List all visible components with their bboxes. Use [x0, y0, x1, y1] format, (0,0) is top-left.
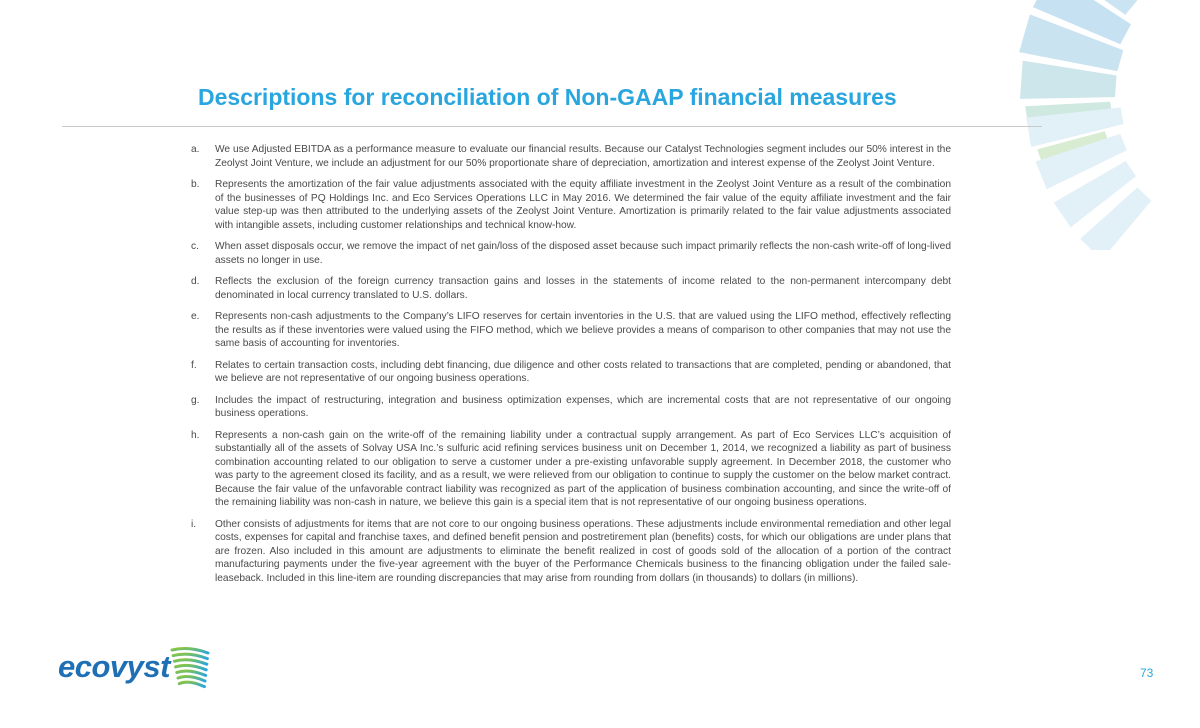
ecovyst-logo — [58, 645, 218, 695]
logo-mark-icon — [166, 645, 212, 691]
note-text: Reflects the exclusion of the foreign currency transaction gains and losses in the statements of income related to the non-permanent intercompany debt denominated in local currency translated to U.S. dollars. — [215, 276, 951, 301]
note-text: Includes the impact of restructuring, integration and business optimization expenses, which are incremental costs that are not representative of our ongoing business operations. — [215, 394, 951, 419]
logo-stripe — [177, 671, 206, 675]
note-item — [191, 518, 951, 586]
note-item — [191, 143, 951, 170]
note-item — [191, 240, 951, 267]
note-text: When asset disposals occur, we remove the impact of net gain/loss of the disposed asset because such impact primarily reflects the non-cash write-off of long-lived assets no longer in use. — [215, 241, 951, 266]
title-divider — [62, 126, 1042, 127]
note-text: Represents the amortization of the fair value adjustments associated with the equity affiliate investment in the Zeolyst Joint Venture as a result of the combination of the businesses of PQ Holdings Inc. and Eco Services Operations LLC in May 2016. We determined the fair value of the equity affiliate investment and the fair value step-up was then attributed to the underlying assets of the Zeolyst Joint Venture. Amortization is primarily related to the fair value adjustments associated with intangible assets, including customer relationships and technical know-how. — [215, 179, 951, 231]
logo-stripe — [176, 665, 207, 669]
logo-wordmark: ecovyst — [58, 649, 170, 684]
note-letter: a. — [191, 144, 200, 155]
logo-stripe — [179, 682, 204, 686]
logo-stripe — [173, 654, 207, 658]
logo-stripe — [172, 649, 208, 653]
note-letter: b. — [191, 179, 200, 190]
note-text: Relates to certain transaction costs, including debt financing, due diligence and other costs related to transactions that are completed, pending or abandoned, that we believe are not representative of our ongoing business operations. — [215, 359, 951, 384]
note-letter: h. — [191, 429, 200, 441]
note-text: Represents non-cash adjustments to the Company’s LIFO reserves for certain inventories in the U.S. that are valued using the LIFO method, effectively reflecting the results as if these inventories were valued using the FIFO method, which we believe provides a means of comparison to other companies that may not use the same basis of accounting for inventories. — [215, 311, 951, 349]
note-item — [191, 394, 951, 421]
note-letter: c. — [191, 241, 199, 252]
note-text: Other consists of adjustments for items that are not core to our ongoing business operations. These adjustments include environmental remediation and other legal costs, expenses for capital and franchise taxes, and defined benefit pension and postretirement plan (benefits) costs, for which our obligations are under plans that are frozen. Also included in this amount are adjustments to eliminate the benefit realized in cost of goods sold of the allocation of a portion of the contract manufacturing payments under the five-year agreement with the buyer of the Performance Chemicals business to the financing obligation under the failed sale-leaseback. Included in this line-item are rounding discrepancies that may arise from rounding from dollars (in thousands) to dollars (in millions). — [215, 518, 951, 584]
note-item — [191, 178, 951, 232]
note-item — [191, 429, 951, 510]
note-letter: f. — [191, 359, 197, 371]
logo-stripe — [178, 677, 205, 681]
note-item — [191, 359, 951, 386]
notes-list — [191, 143, 951, 593]
note-letter: i. — [191, 518, 197, 530]
logo-stripe — [174, 660, 206, 664]
note-text: Represents a non-cash gain on the write-off of the remaining liability under a contractual supply arrangement. As part of Eco Services LLC’s acquisition of substantially all of the assets of Solvay USA Inc.’s sulfuric acid refining services business unit on December 1, 2014, we recognized a liability as part of business combination accounting related to our obligation to serve a customer under a pre-existing unfavorable supply agreement. In December 2018, the customer who was party to the agreement closed its facility, and as a result, we were relieved from our obligation to continue to supply the customer on the below market contract. Because the fair value of the unfavorable contract liability was recognized as part of the application of business combination accounting, and since the write-off of the remaining liability was non-cash in nature, we believe this gain is a special item that is not representative of our ongoing business operations. — [215, 429, 951, 508]
note-letter: g. — [191, 394, 200, 406]
note-item — [191, 310, 951, 351]
note-letter: e. — [191, 311, 200, 322]
page-number: 73 — [1140, 666, 1154, 680]
note-text: We use Adjusted EBITDA as a performance measure to evaluate our financial results. Because our Catalyst Technologies segment includes our 50% interest in the Zeolyst Joint Venture, we include an adjustment for our 50% proportionate share of depreciation, amortization and interest expense of the Zeolyst Joint Venture. — [215, 144, 951, 169]
decorative-sunburst-graphic — [990, 0, 1200, 250]
note-item — [191, 275, 951, 302]
slide-title: Descriptions for reconciliation of Non-GAAP financial measures — [198, 84, 897, 110]
note-letter: d. — [191, 276, 200, 287]
